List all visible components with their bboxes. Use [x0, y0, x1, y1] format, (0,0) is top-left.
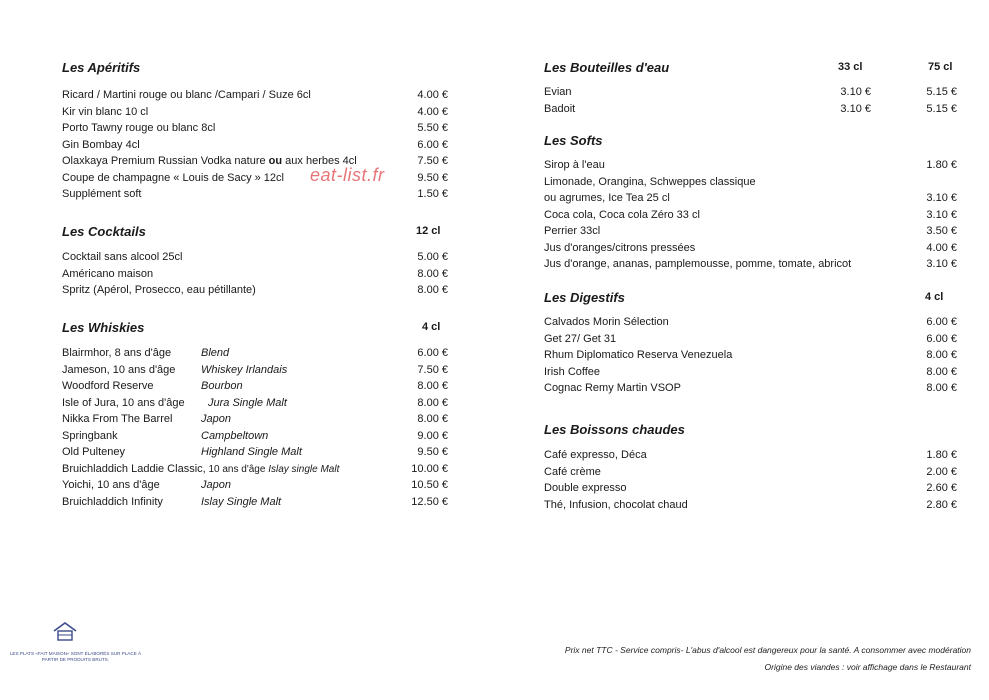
price: 6.00 €: [926, 316, 957, 328]
price: 6.00 €: [926, 332, 957, 345]
menu-item: Blairmhor, 8 ans d'âge Blend 6.00 €: [62, 345, 452, 362]
logo-caption: LES PLATS «FAIT MAISON» SONT ÉLABORÉS SUR PLACE À PARTIR DE PRODUITS BRUTS.: [9, 651, 142, 662]
menu-item: Ricard / Martini rouge ou blanc /Campari / Suze 6cl 4.00 €: [62, 87, 452, 104]
price: 4.00 €: [417, 105, 448, 118]
price-large: 5.15 €: [926, 102, 957, 115]
origin-tag: Japon: [201, 413, 231, 425]
price: 7.50 €: [417, 363, 448, 376]
price: 2.80 €: [926, 498, 957, 511]
price: 8.00 €: [926, 365, 957, 378]
section-unit: 4 cl: [422, 321, 441, 333]
menu-item: Café expresso, Déca 1.80 €: [544, 447, 964, 464]
menu-item: Spritz (Apérol, Prosecco, eau pétillante) 8.00 €: [62, 282, 452, 299]
menu-item: Rhum Diplomatico Reserva Venezuela 8.00 €: [544, 347, 964, 364]
price: 9.50 €: [417, 171, 448, 184]
menu-item: Yoichi, 10 ans d'âge Japon 10.50 €: [62, 477, 452, 494]
menu-item: Cocktail sans alcool 25cl 5.00 €: [62, 249, 452, 266]
section-whiskies: [62, 320, 452, 508]
origin-tag: Whiskey Irlandais: [201, 363, 288, 376]
house-icon: [52, 621, 78, 643]
section-title: Les Apéritifs: [62, 60, 141, 75]
menu-item: Gin Bombay 4cl 6.00 €: [62, 137, 452, 154]
section-title: Les Bouteilles d'eau: [544, 60, 670, 75]
price: 6.00 €: [417, 347, 448, 359]
origin-tag: Jura Single Malt: [208, 396, 287, 409]
footer-origin: Origine des viandes : voir affichage dans le Restaurant: [764, 662, 971, 672]
menu-item: Isle of Jura, 10 ans d'âge Jura Single Malt 8.00 €: [62, 395, 452, 412]
origin-tag: Blend: [201, 347, 230, 359]
menu-item: Café crème 2.00 €: [544, 464, 964, 481]
price: 6.00 €: [417, 138, 448, 151]
price: 8.00 €: [417, 413, 448, 425]
section-unit-small: 33 cl: [838, 61, 863, 73]
section-unit-large: 75 cl: [928, 61, 953, 73]
menu-item: Double expresso 2.60 €: [544, 480, 964, 497]
price: 10.50 €: [411, 479, 448, 491]
origin-tag: Japon: [201, 479, 231, 491]
menu-item: Perrier 33cl 3.50 €: [544, 223, 964, 240]
origin-tag: Islay Single Malt: [201, 495, 282, 508]
section-title: Les Whiskies: [62, 320, 145, 335]
menu-item: Get 27/ Get 31 6.00 €: [544, 331, 964, 348]
menu-item: Cognac Remy Martin VSOP 8.00 €: [544, 380, 964, 397]
section-title: Les Boissons chaudes: [544, 422, 685, 437]
section-unit: 12 cl: [416, 225, 441, 237]
menu-item: Supplément soft 1.50 €: [62, 186, 452, 203]
section-digestifs: [544, 290, 964, 394]
menu-item: Sirop à l'eau 1.80 €: [544, 157, 964, 174]
section-softs: [544, 133, 964, 270]
origin-tag: Bourbon: [201, 380, 243, 392]
footer-legal: Prix net TTC - Service compris- L'abus d'alcool est dangereux pour la santé. A consommer avec modération: [564, 645, 971, 655]
price: 3.10 €: [926, 208, 957, 221]
section-unit: 4 cl: [925, 291, 944, 303]
price: 1.80 €: [926, 159, 957, 171]
menu-item: Olaxkaya Premium Russian Vodka nature ou aux herbes 4cl 7.50 €: [62, 153, 452, 170]
menu-item: Kir vin blanc 10 cl 4.00 €: [62, 104, 452, 121]
menu-item: Nikka From The Barrel Japon 8.00 €: [62, 411, 452, 428]
price: 4.00 €: [926, 241, 957, 254]
price: 8.00 €: [417, 284, 448, 296]
price: 3.10 €: [926, 258, 957, 270]
menu-item: Springbank Campbeltown 9.00 €: [62, 428, 452, 445]
price: 10.00 €: [411, 462, 448, 475]
price: 3.10 €: [926, 192, 957, 204]
price-small: 3.10 €: [840, 102, 871, 115]
price: 8.00 €: [926, 382, 957, 394]
price: 2.00 €: [926, 465, 957, 478]
price: 5.50 €: [417, 122, 448, 134]
price: 1.50 €: [417, 188, 448, 200]
price: 8.00 €: [926, 349, 957, 361]
menu-item: Porto Tawny rouge ou blanc 8cl 5.50 €: [62, 120, 452, 137]
price: 8.00 €: [417, 396, 448, 409]
price: 9.00 €: [417, 429, 448, 442]
watermark: eat-list.fr: [310, 165, 385, 185]
menu-item: Limonade, Orangina, Schweppes classique: [544, 175, 756, 188]
price: 2.60 €: [926, 482, 957, 494]
menu-item: Coca cola, Coca cola Zéro 33 cl 3.10 €: [544, 207, 964, 224]
price-small: 3.10 €: [840, 86, 871, 98]
price: 8.00 €: [417, 267, 448, 280]
menu-item: Old Pulteney Highland Single Malt 9.50 €: [62, 444, 452, 461]
menu-item: Jameson, 10 ans d'âge Whiskey Irlandais 7.50 €: [62, 362, 452, 379]
menu-item: Jus d'orange, ananas, pamplemousse, pomme, tomate, abricot 3.10 €: [544, 256, 964, 273]
price: 12.50 €: [411, 495, 448, 508]
menu-item: Jus d'oranges/citrons pressées 4.00 €: [544, 240, 964, 257]
price: 8.00 €: [417, 380, 448, 392]
menu-item: ou agrumes, Ice Tea 25 cl 3.10 €: [544, 190, 964, 207]
price: 1.80 €: [926, 449, 957, 461]
price: 3.50 €: [926, 225, 957, 237]
menu-item: Thé, Infusion, chocolat chaud 2.80 €: [544, 497, 964, 514]
menu-item: Calvados Morin Sélection 6.00 €: [544, 314, 964, 331]
price: 5.00 €: [417, 251, 448, 263]
menu-item: Bruichladdich Infinity Islay Single Malt 12.50 €: [62, 494, 452, 511]
section-title: Les Softs: [544, 133, 603, 148]
section-boissons-chaudes: [544, 422, 964, 511]
menu-item: Américano maison 8.00 €: [62, 266, 452, 283]
menu-item: Evian 3.10 € 5.15 €: [544, 84, 964, 101]
section-title: Les Digestifs: [544, 290, 625, 305]
menu-item: Irish Coffee 8.00 €: [544, 364, 964, 381]
section-cocktails: [62, 224, 452, 296]
price-large: 5.15 €: [926, 86, 957, 98]
menu-item: Woodford Reserve Bourbon 8.00 €: [62, 378, 452, 395]
origin-tag: Highland Single Malt: [201, 446, 302, 458]
menu-item: Coupe de champagne « Louis de Sacy » 12cl 9.50 €: [62, 170, 452, 187]
price: 4.00 €: [417, 89, 448, 101]
section-title: Les Cocktails: [62, 224, 146, 239]
menu-item: Bruichladdich Laddie Classic, 10 ans d'âge Islay single Malt 10.00 €: [62, 461, 452, 478]
price: 9.50 €: [417, 446, 448, 458]
price: 7.50 €: [417, 155, 448, 167]
section-eaux: [544, 60, 964, 115]
menu-item: Badoit 3.10 € 5.15 €: [544, 101, 964, 118]
origin-tag: Campbeltown: [201, 429, 269, 442]
origin-tag: Islay single Malt: [268, 463, 340, 475]
